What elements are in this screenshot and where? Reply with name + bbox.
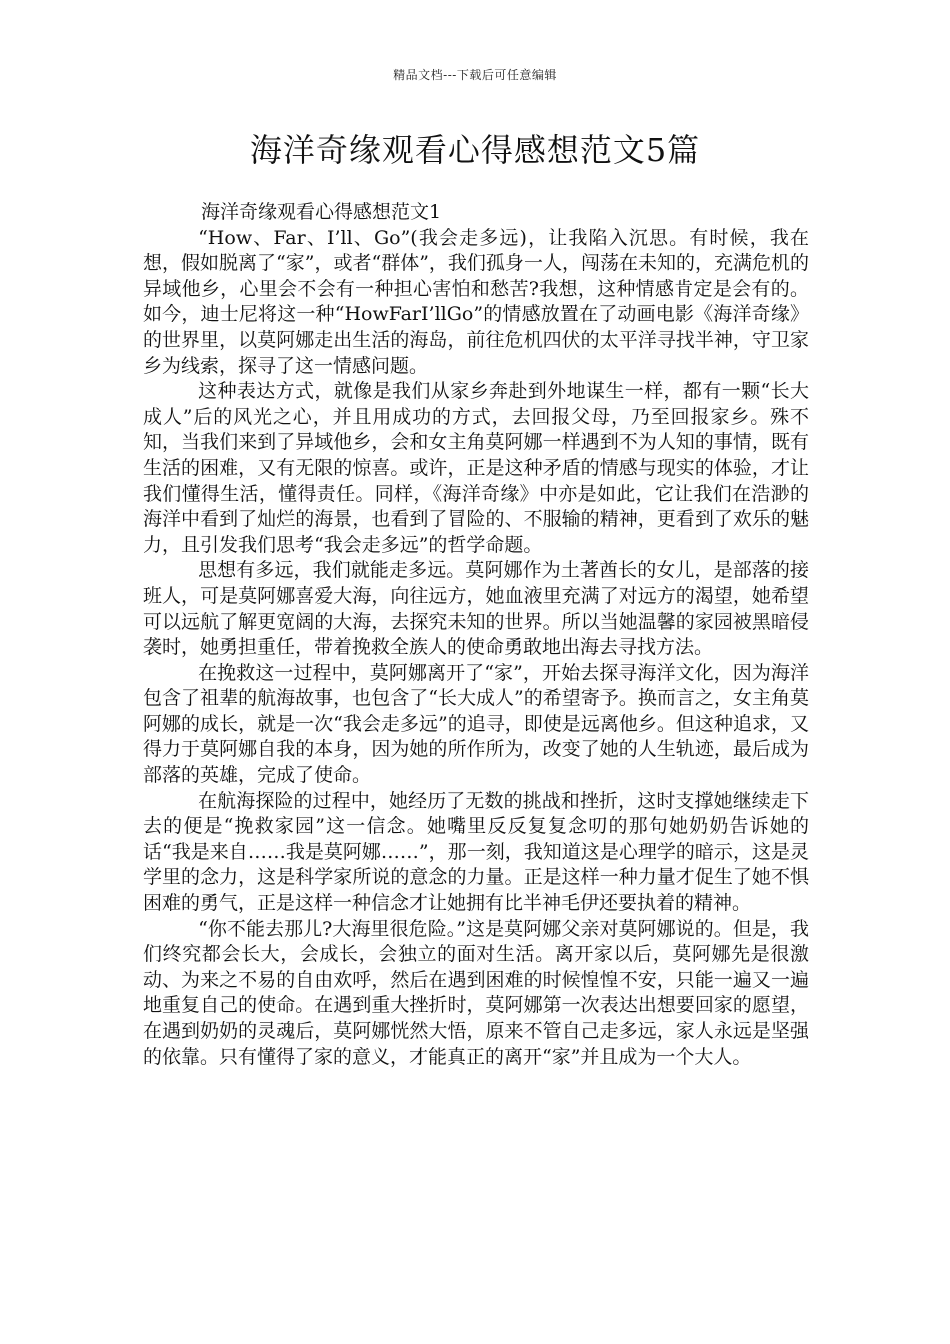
paragraph-3: 思想有多远，我们就能走多远。莫阿娜作为土著酋长的女儿，是部落的接班人，可是莫阿娜喜爱大海，向往远方，她血液里充满了对远方的渴望，她希望可以远航了解更宽阔的大海，去探究未知的世界。所以当她温馨的家园被黑暗侵袭时，她勇担重任，带着挽救全族人的使命勇敢地出海去寻找方法。 [143,559,809,659]
paragraph-4: 在挽救这一过程中，莫阿娜离开了“家”，开始去探寻海洋文化，因为海洋包含了祖辈的航海故事，也包含了“长大成人”的希望寄予。换而言之，女主角莫阿娜的成长，就是一次“我会走多远”的追寻，即使是远离他乡。但这种追求，又得力于莫阿娜自我的本身，因为她的所作所为，改变了她的人生轨迹，最后成为部落的英雄，完成了使命。 [143,661,809,787]
paragraph-5: 在航海探险的过程中，她经历了无数的挑战和挫折，这时支撑她继续走下去的便是“挽救家园”这一信念。她嘴里反反复复念叨的那句她奶奶告诉她的话“我是来自……我是莫阿娜……”，那一刻，我知道这是心理学的暗示，这是灵学里的念力，这是科学家所说的意念的力量。正是这样一种力量才促生了她不惧困难的勇气，正是这样一种信念才让她拥有比半神毛伊还要执着的精神。 [143,789,809,915]
header-note: 精品文档---下载后可任意编辑 [393,68,557,82]
document-body [143,200,809,1070]
paragraph-1: “How、Far、I’ll、Go”(我会走多远)，让我陷入沉思。有时候，我在想，假如脱离了“家”，或者“群体”，我们孤身一人，闯荡在未知的，充满危机的异域他乡，心里会不会有一种担心害怕和愁苦?我想，这种情感肯定是会有的。如今，迪士尼将这一种“HowFarI’llGo”的情感放置在了动画电影《海洋奇缘》的世界里，以莫阿娜走出生活的海岛，前往危机四伏的太平洋寻找半神，守卫家乡为线索，探寻了这一情感问题。 [143,226,809,377]
paragraph-6: “你不能去那儿?大海里很危险。”这是莫阿娜父亲对莫阿娜说的。但是，我们终究都会长大，会成长，会独立的面对生活。离开家以后，莫阿娜先是很激动、为来之不易的自由欢呼，然后在遇到困难的时候惶惶不安，只能一遍又一遍地重复自己的使命。在遇到重大挫折时，莫阿娜第一次表达出想要回家的愿望，在遇到奶奶的灵魂后，莫阿娜恍然大悟，原来不管自己走多远，家人永远是坚强的依靠。只有懂得了家的意义，才能真正的离开“家”并且成为一个大人。 [143,917,809,1068]
paragraph-2: 这种表达方式，就像是我们从家乡奔赴到外地谋生一样，都有一颗“长大成人”后的风光之心，并且用成功的方式，去回报父母，乃至回报家乡。殊不知，当我们来到了异域他乡，会和女主角莫阿娜一样遇到不为人知的事情，既有生活的困难，又有无限的惊喜。或许，正是这种矛盾的情感与现实的体验，才让我们懂得生活，懂得责任。同样，《海洋奇缘》中亦是如此，它让我们在浩渺的海洋中看到了灿烂的海景，也看到了冒险的、不服输的精神，更看到了欢乐的魅力，且引发我们思考“我会走多远”的哲学命题。 [143,380,809,556]
section-subtitle: 海洋奇缘观看心得感想范文1 [201,201,442,223]
document-title: 海洋奇缘观看心得感想范文5篇 [249,131,701,169]
